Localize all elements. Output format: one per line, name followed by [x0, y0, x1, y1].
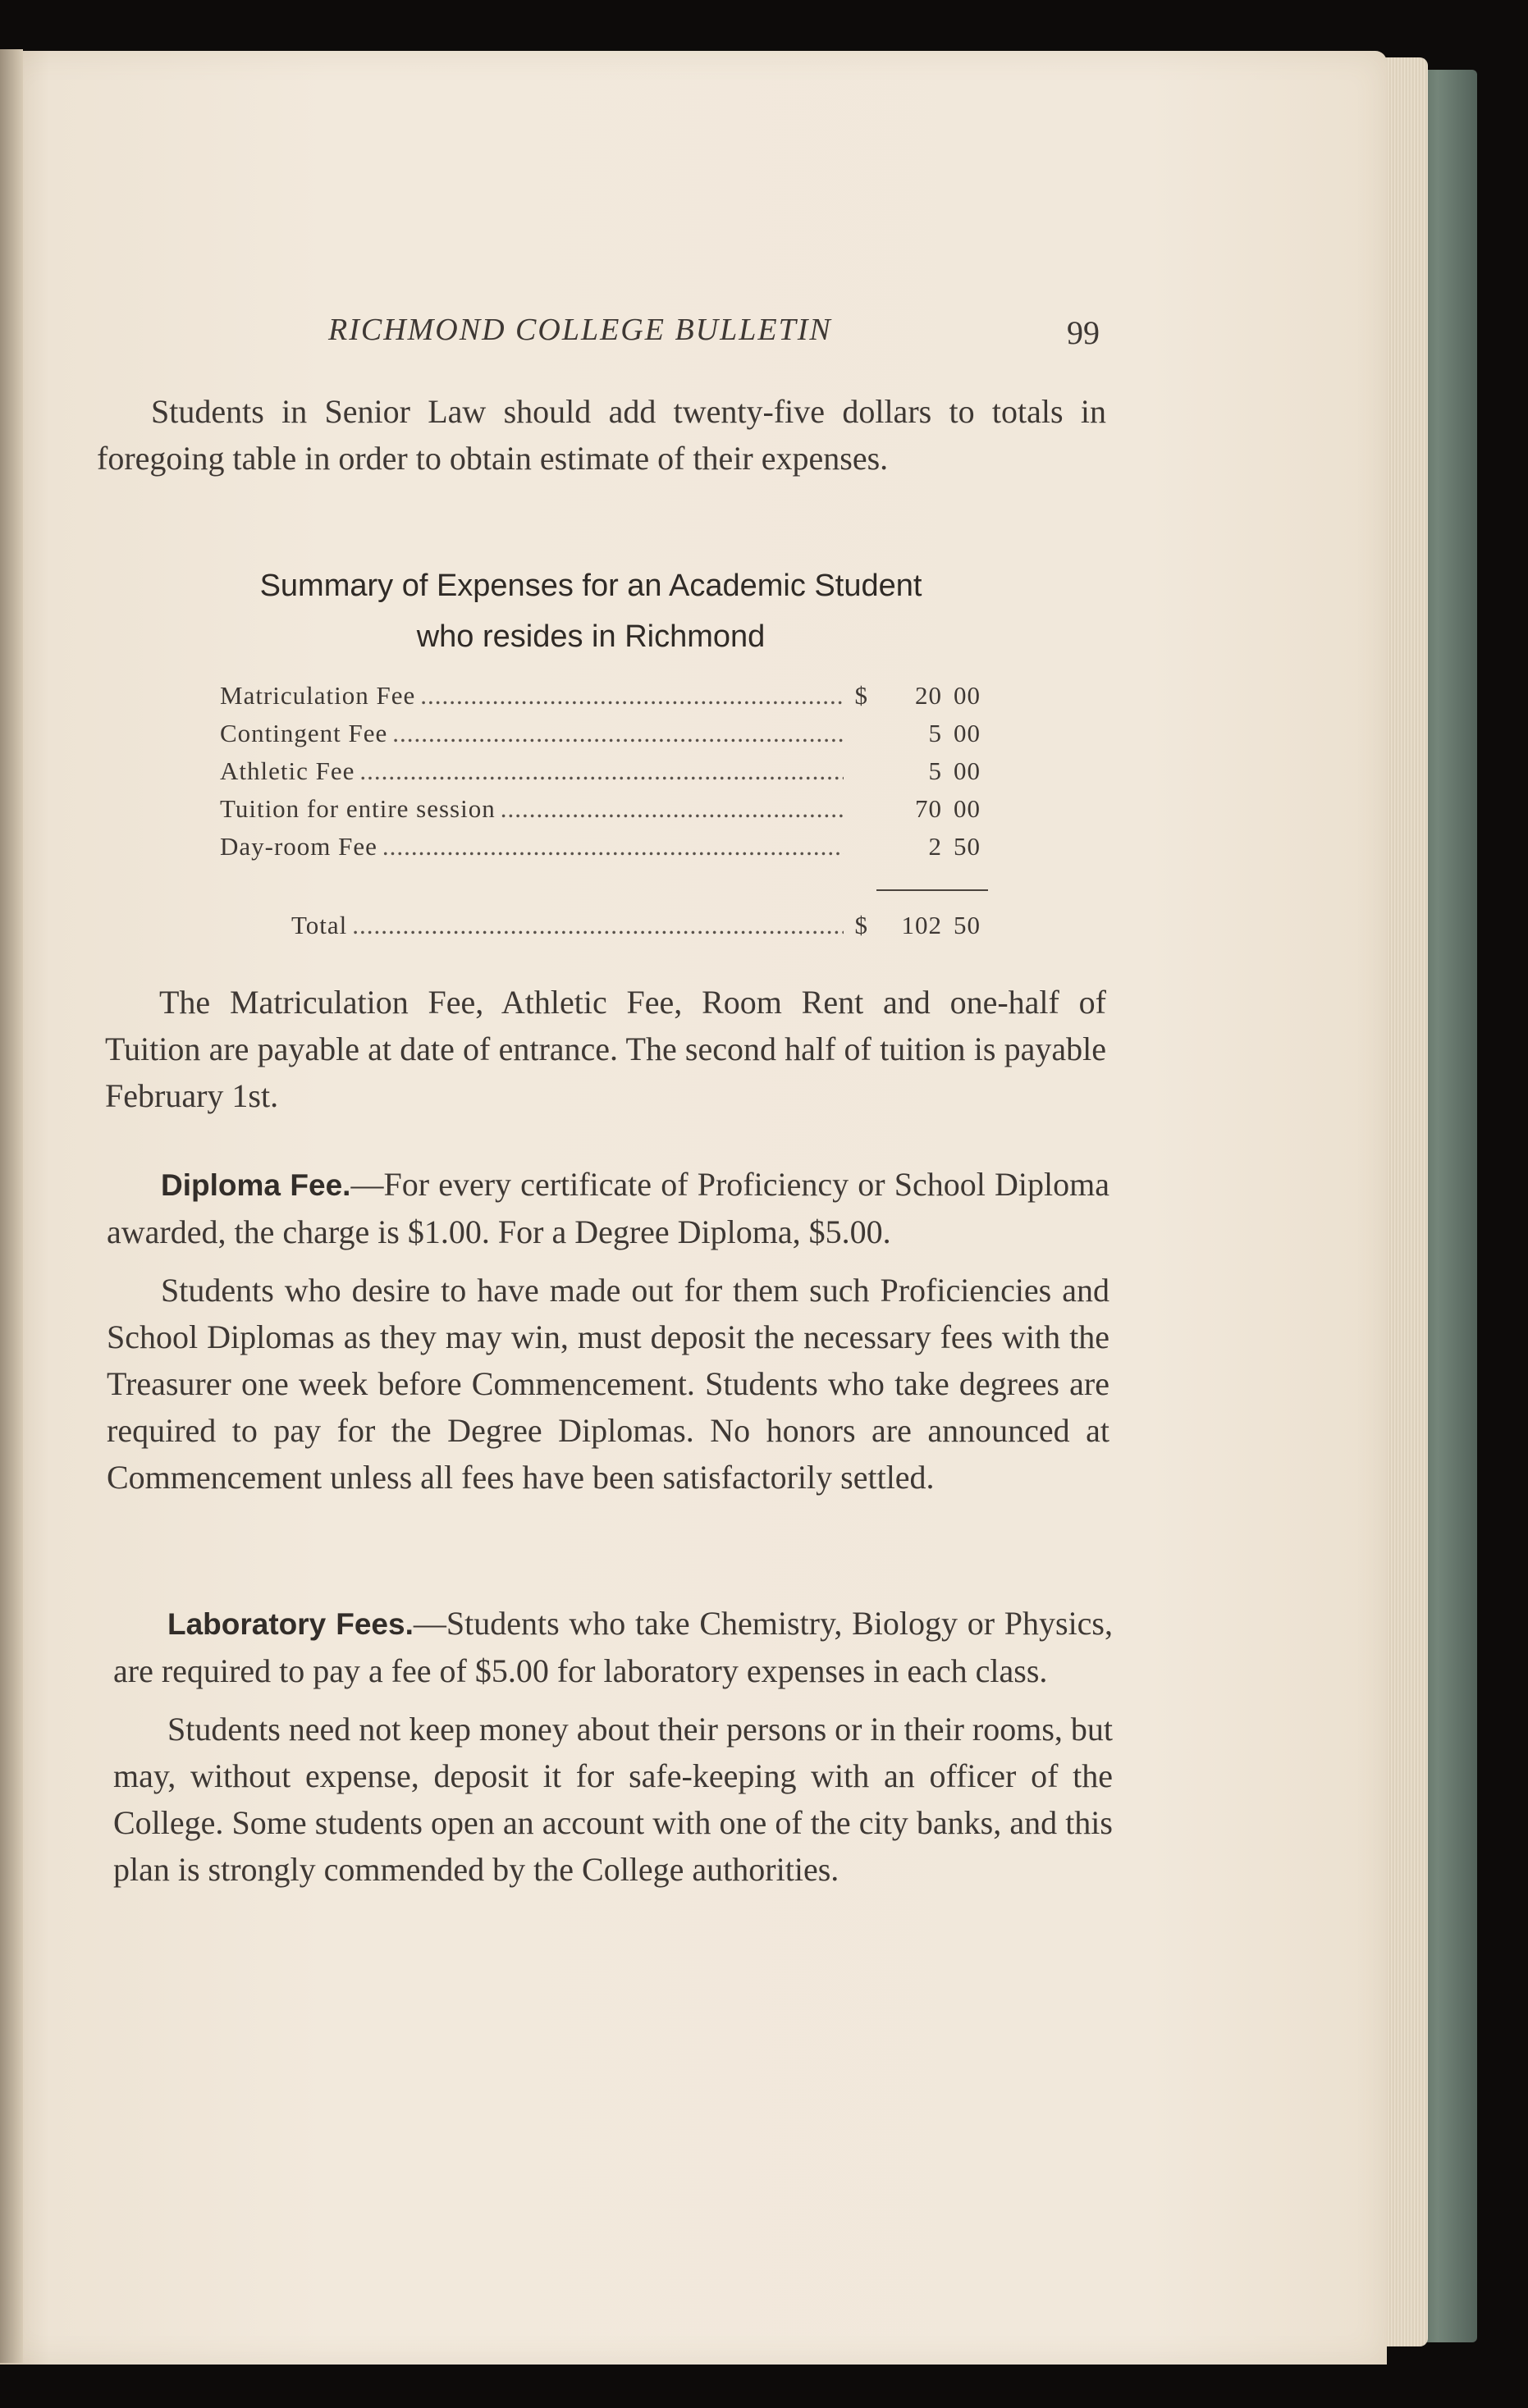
fee-cents: 00	[954, 681, 981, 710]
fee-amount: 5	[928, 719, 942, 747]
total-rule	[876, 889, 988, 891]
total-currency: $	[854, 911, 868, 939]
summary-title-line1: Summary of Expenses for an Academic Student	[259, 569, 922, 603]
fee-cents: 00	[954, 794, 981, 823]
fee-label: Athletic Fee	[220, 756, 355, 785]
diploma-paragraph	[107, 1161, 1109, 1255]
summary-title-line2: who resides in Richmond	[416, 619, 766, 654]
fee-label: Tuition for entire session	[220, 794, 496, 823]
total-label: Total	[291, 911, 348, 939]
leader-dots	[392, 719, 844, 748]
running-title: RICHMOND COLLEGE BULLETIN	[328, 313, 832, 347]
leader-dots	[382, 832, 844, 861]
leader-dots	[352, 911, 844, 940]
laboratory-block	[113, 1600, 1113, 1893]
fee-cents: 00	[954, 719, 981, 747]
fee-amount: 20	[915, 681, 942, 710]
payment-paragraph-block	[105, 979, 1106, 1119]
diploma-paragraph-2: Students who desire to have made out for them such Proficiencies and School Diplomas as they may win, must deposit the necessary fees with the Treasurer one week before Commencement. Students who take degrees are required to pay for the Degree Diplomas. No honors are announced at Commencement unless all fees have been satisfactorily settled.	[107, 1272, 1109, 1496]
fee-amount: 70	[915, 794, 942, 823]
fee-table	[220, 681, 991, 870]
fee-row	[220, 794, 991, 832]
fee-row	[220, 756, 991, 794]
fee-label: Contingent Fee	[220, 719, 388, 747]
fee-row	[220, 681, 991, 719]
diploma-text: —For every certificate of Proficiency or School Diploma awarded, the charge is $1.00. For a Degree Diploma, $5.00.	[107, 1166, 1109, 1250]
fee-row	[220, 719, 991, 756]
fee-row	[220, 832, 991, 870]
intro-paragraph: Students in Senior Law should add twenty-five dollars to totals in foregoing table in order to obtain estimate of their expenses.	[97, 393, 1106, 477]
diploma-block	[107, 1161, 1109, 1501]
fee-label: Day-room Fee	[220, 832, 377, 861]
money-paragraph: Students need not keep money about their persons or in their rooms, but may, without expense, deposit it for safe-keeping with an officer of the College. Some students open an account with one of the city banks, and this plan is strongly commended by the College authorities.	[113, 1711, 1114, 1888]
laboratory-paragraph	[113, 1600, 1113, 1694]
facing-page-sliver	[0, 49, 23, 2363]
fee-cents: 00	[954, 756, 981, 785]
page-number: 99	[1067, 314, 1100, 351]
diploma-lead: Diploma Fee.	[161, 1168, 351, 1202]
fee-currency: $	[854, 681, 868, 710]
fee-amount: 2	[928, 832, 942, 861]
page-header	[328, 312, 1100, 361]
total-cents: 50	[954, 911, 981, 939]
leader-dots	[359, 756, 844, 786]
laboratory-text: —Students who take Chemistry, Biology or Physics, are required to pay a fee of $5.00 for laboratory expenses in each class.	[113, 1605, 1113, 1689]
fee-amount: 5	[928, 756, 942, 785]
fee-cents: 50	[954, 832, 981, 861]
total-row	[291, 911, 991, 940]
leader-dots	[501, 794, 844, 824]
intro-paragraph-block	[97, 388, 1106, 482]
fee-label: Matriculation Fee	[220, 681, 416, 710]
payment-paragraph: The Matriculation Fee, Athletic Fee, Room Rent and one-half of Tuition are payable at date of entrance. The second half of tuition is payable February 1st.	[105, 984, 1106, 1114]
total-amount: 102	[901, 911, 942, 939]
laboratory-lead: Laboratory Fees.	[167, 1607, 414, 1641]
leader-dots	[420, 681, 844, 711]
